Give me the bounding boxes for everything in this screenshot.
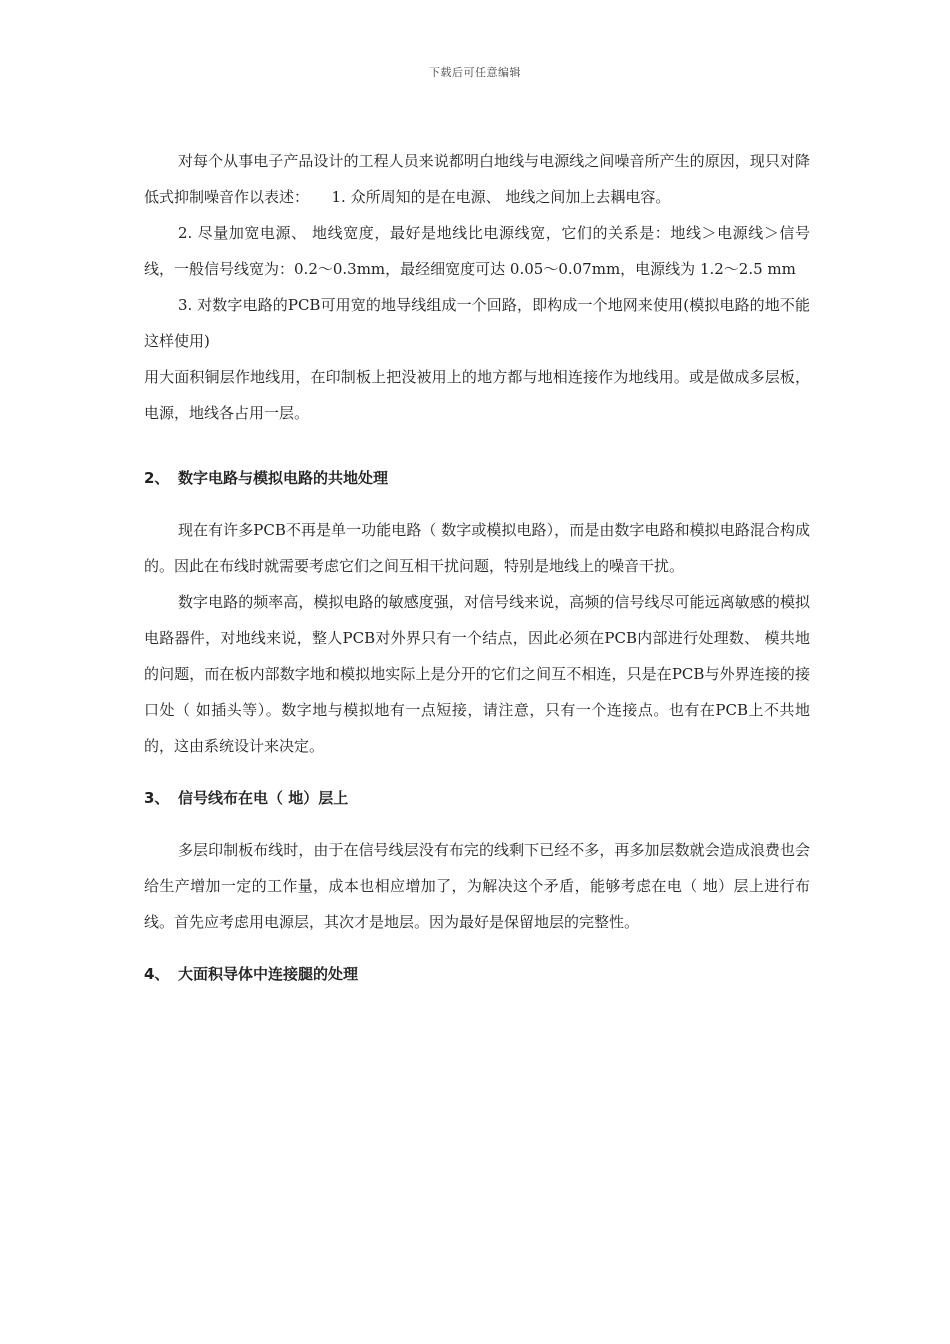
paragraph-s3-1: 多层印制板布线时，由于在信号线层没有布完的线剩下已经不多，再多加层数就会造成浪费也会给生产增加一定的工作量，成本也相应增加了，为解决这个矛盾，能够考虑在电（ 地）层上进行布线。首先应考虑用电源层，其次才是地层。因为最好是保留地层的完整性。 [144,841,810,931]
document-body [144,143,810,992]
paragraph-s2-2: 数字电路的频率高，模拟电路的敏感度强，对信号线来说，高频的信号线尽可能远离敏感的模拟电路器件，对地线来说，整人PCB对外界只有一个结点，因此必须在PCB内部进行处理数、 模共地的问题，而在板内部数字地和模拟地实际上是分开的它们之间互不相连，只是在PCB与外界连接的接口处（ 如插头等）。数字地与模拟地有一点短接，请注意，只有一个连接点。也有在PCB上不共地的，这由系统设计来决定。 [144,593,810,755]
section-number: 4、 [144,965,170,983]
page-header: 下载后可任意编辑 [429,66,521,79]
section-number: 2、 [144,469,170,487]
paragraph-intro-3: 3. 对数字电路的PCB可用宽的地导线组成一个回路，即构成一个地网来使用(模拟电路的地不能这样使用) [144,296,810,350]
section-title: 数字电路与模拟电路的共地处理 [178,469,389,487]
paragraph-intro-4: 用大面积铜层作地线用，在印制板上把没被用上的地方都与地相连接作为地线用。或是做成多层板，电源，地线各占用一层。 [144,368,810,422]
paragraph-s2-1: 现在有许多PCB不再是单一功能电路（ 数字或模拟电路），而是由数字电路和模拟电路混合构成的。因此在布线时就需要考虑它们之间互相干扰问题，特别是地线上的噪音干扰。 [144,521,810,575]
paragraph-intro-1: 对每个从事电子产品设计的工程人员来说都明白地线与电源线之间噪音所产生的原因，现只对降低式抑制噪音作以表述： 1. 众所周知的是在电源、 地线之间加上去耦电容。 [144,152,810,206]
section-heading-4 [144,956,810,992]
section-heading-2 [144,460,810,496]
section-title: 大面积导体中连接腿的处理 [178,965,359,983]
section-title: 信号线布在电（ 地）层上 [178,789,349,807]
section-heading-3 [144,780,810,816]
paragraph-intro-2: 2. 尽量加宽电源、 地线宽度，最好是地线比电源线宽，它们的关系是：地线＞电源线＞信号线，一般信号线宽为：0.2～0.3mm，最经细宽度可达 0.05～0.07mm，电源线为 1.2～2.5 mm [144,224,810,278]
section-number: 3、 [144,789,170,807]
